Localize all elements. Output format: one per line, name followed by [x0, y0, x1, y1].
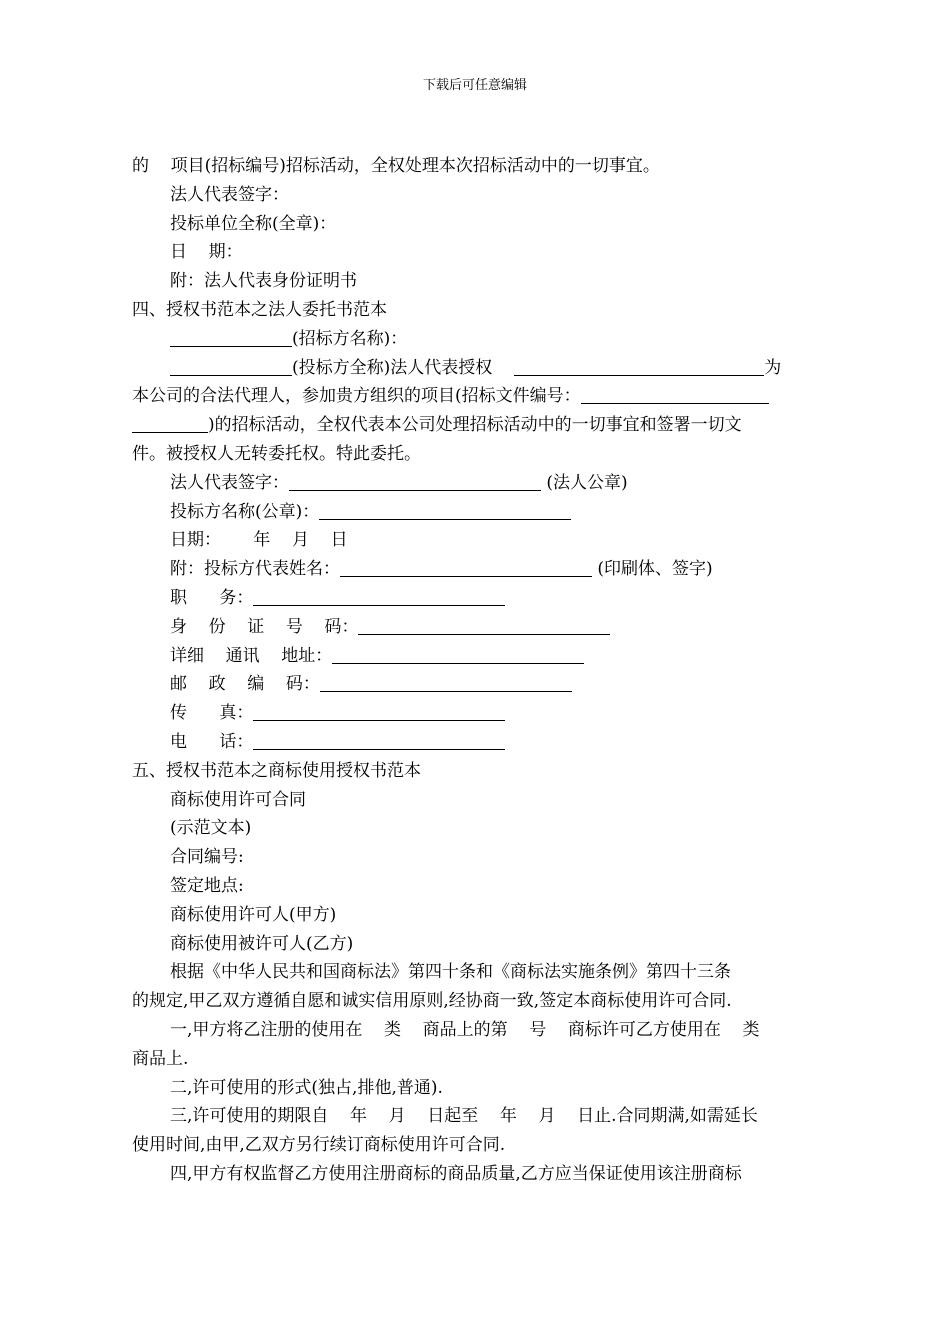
- text-fragment: (印刷体、签字): [597, 559, 713, 580]
- section-heading: 四、授权书范本之法人委托书范本: [132, 299, 387, 320]
- blank-line: [253, 703, 505, 721]
- blank-line: [253, 732, 505, 750]
- blank-line: [132, 415, 208, 433]
- text-line: 根据《中华人民共和国商标法》第四十条和《商标法实施条例》第四十三条: [170, 962, 731, 983]
- section-heading: 五、授权书范本之商标使用授权书范本: [132, 760, 421, 781]
- text-line: 件。被授权人无转委托权。特此委托。: [132, 443, 421, 464]
- text-line: 四,甲方有权监督乙方使用注册商标的商品质量,乙方应当保证使用该注册商标: [170, 1163, 742, 1184]
- text-line: 商标使用许可人(甲方): [170, 904, 337, 925]
- text-line: [132, 325, 822, 354]
- text-line: [132, 411, 822, 440]
- text-line: [132, 555, 822, 584]
- text-line: 三,许可使用的期限自 年 月 日起至 年 月 日止.合同期满,如需延长: [170, 1106, 758, 1127]
- text-fragment: 为: [764, 357, 782, 378]
- text-line: 商标使用许可合同: [170, 789, 306, 810]
- text-line: 的规定,甲乙双方遵循自愿和诚实信用原则,经协商一致,签定本商标使用许可合同.: [132, 991, 732, 1012]
- text-fragment: 投标方名称(公章)：: [170, 501, 320, 522]
- text-line: [132, 382, 822, 411]
- text-line: 一,甲方将乙注册的使用在 类 商品上的第 号 商标许可乙方使用在 类: [170, 1019, 760, 1040]
- text-fragment: 附：投标方代表姓名：: [170, 559, 340, 580]
- text-line: [132, 642, 822, 671]
- text-line: 二,许可使用的形式(独占,排他,普通).: [170, 1077, 443, 1098]
- text-fragment: 本公司的合法代理人，参加贵方组织的项目(招标文件编号：: [132, 386, 581, 407]
- text-line: 投标单位全称(全章)：: [170, 213, 337, 234]
- text-line: 使用时间,由甲,乙双方另行续订商标使用许可合同.: [132, 1135, 506, 1156]
- blank-line: [514, 358, 764, 376]
- blank-line: [289, 473, 541, 491]
- blank-line: [581, 386, 769, 404]
- blank-line: [253, 588, 505, 606]
- text-fragment: 详细 通讯 地址：: [170, 645, 333, 666]
- text-fragment: 法人代表签字：: [170, 472, 289, 493]
- text-fragment: 邮 政 编 码：: [170, 674, 320, 695]
- text-fragment: 传 真：: [170, 703, 254, 724]
- blank-line: [320, 674, 572, 692]
- page-header: 下载后可任意编辑: [422, 78, 527, 93]
- blank-line: [319, 502, 571, 520]
- text-line: 商标使用被许可人(乙方): [170, 933, 354, 954]
- blank-line: [358, 617, 610, 635]
- text-line: 日期： 年 月 日: [170, 530, 348, 551]
- text-line: (示范文本): [170, 818, 252, 839]
- text-fragment: (投标方全称)法人代表授权: [292, 357, 493, 378]
- text-fragment: 电 话：: [170, 731, 254, 752]
- text-line: 法人代表签字：: [170, 184, 289, 205]
- text-line: 商品上.: [132, 1048, 189, 1069]
- text-line: [132, 699, 822, 728]
- text-line: [132, 498, 822, 527]
- text-line: 的 项目(招标编号)招标活动，全权处理本次招标活动中的一切事宜。: [132, 156, 660, 176]
- text-fragment: (招标方名称)：: [292, 328, 408, 349]
- document-body: [132, 152, 822, 1189]
- text-line: [132, 584, 822, 613]
- text-line: 附：法人代表身份证明书: [170, 271, 357, 292]
- text-line: [132, 670, 822, 699]
- text-line: 签定地点:: [170, 875, 244, 896]
- text-fragment: 身 份 证 号 码：: [170, 616, 359, 637]
- blank-line: [340, 559, 592, 577]
- text-fragment: )的招标活动，全权代表本公司处理招标活动中的一切事宜和签署一切文: [208, 415, 742, 436]
- blank-line: [170, 329, 292, 347]
- blank-line: [332, 646, 584, 664]
- text-fragment: (法人公章): [546, 472, 628, 493]
- text-fragment: 职 务：: [170, 587, 254, 608]
- text-line: [132, 613, 822, 642]
- text-line: [132, 354, 822, 383]
- text-line: [132, 728, 822, 757]
- text-line: 合同编号:: [170, 847, 244, 868]
- text-line: 日 期：: [170, 242, 243, 263]
- blank-line: [170, 358, 292, 376]
- text-line: [132, 469, 822, 498]
